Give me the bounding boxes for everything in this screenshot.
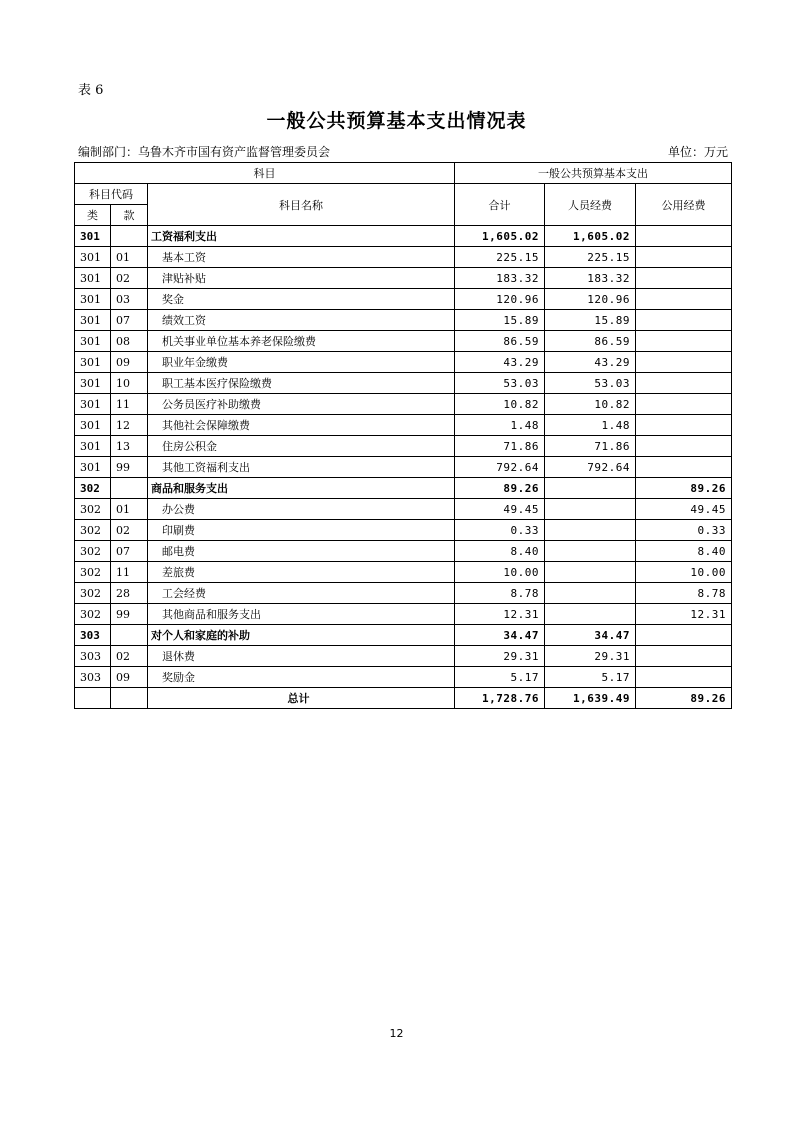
row-total: 5.17 — [455, 667, 545, 688]
table-row — [75, 394, 732, 415]
row-class-code: 301 — [75, 352, 111, 373]
row-item-code: 12 — [111, 415, 148, 436]
row-total: 34.47 — [455, 625, 545, 646]
table-row-group — [75, 226, 732, 247]
row-class-code: 302 — [75, 562, 111, 583]
row-public — [636, 436, 732, 457]
page-title: 一般公共预算基本支出情况表 — [266, 110, 527, 132]
row-total: 43.29 — [455, 352, 545, 373]
total-label: 总计 — [148, 688, 455, 709]
table-row — [75, 457, 732, 478]
row-public: 12.31 — [636, 604, 732, 625]
row-item-code: 11 — [111, 394, 148, 415]
row-personnel: 34.47 — [545, 625, 636, 646]
row-public — [636, 268, 732, 289]
row-name: 公务员医疗补助缴费 — [148, 394, 455, 415]
row-public — [636, 457, 732, 478]
row-personnel: 225.15 — [545, 247, 636, 268]
row-class-code: 302 — [75, 604, 111, 625]
row-name: 其他工资福利支出 — [148, 457, 455, 478]
row-total: 225.15 — [455, 247, 545, 268]
row-name: 职工基本医疗保险缴费 — [148, 373, 455, 394]
table-body — [75, 226, 732, 709]
row-total: 89.26 — [455, 478, 545, 499]
row-total: 10.00 — [455, 562, 545, 583]
header-class: 类 — [75, 205, 111, 226]
table-row — [75, 583, 732, 604]
row-personnel — [545, 604, 636, 625]
row-name: 邮电费 — [148, 541, 455, 562]
row-name: 对个人和家庭的补助 — [148, 625, 455, 646]
table-row — [75, 541, 732, 562]
header-budget: 一般公共预算基本支出 — [455, 163, 732, 184]
table-row — [75, 268, 732, 289]
row-name: 差旅费 — [148, 562, 455, 583]
row-item-code: 99 — [111, 604, 148, 625]
row-item-code: 09 — [111, 352, 148, 373]
grand-personnel: 1,639.49 — [545, 688, 636, 709]
page-number: 12 — [389, 1027, 404, 1040]
row-name: 津贴补贴 — [148, 268, 455, 289]
row-name: 退休费 — [148, 646, 455, 667]
header-item: 款 — [111, 205, 148, 226]
header-subject: 科目 — [75, 163, 455, 184]
row-personnel: 53.03 — [545, 373, 636, 394]
row-public — [636, 394, 732, 415]
row-personnel — [545, 478, 636, 499]
row-class-code: 301 — [75, 289, 111, 310]
row-name: 机关事业单位基本养老保险缴费 — [148, 331, 455, 352]
row-personnel — [545, 583, 636, 604]
row-class-code: 301 — [75, 310, 111, 331]
table-row — [75, 520, 732, 541]
header-name: 科目名称 — [148, 184, 455, 226]
header-public: 公用经费 — [636, 184, 732, 226]
table-row — [75, 562, 732, 583]
row-class-code: 301 — [75, 226, 111, 247]
row-total: 49.45 — [455, 499, 545, 520]
row-item-code: 02 — [111, 268, 148, 289]
row-total: 10.82 — [455, 394, 545, 415]
table-row — [75, 247, 732, 268]
row-personnel: 792.64 — [545, 457, 636, 478]
table-row — [75, 415, 732, 436]
row-total: 12.31 — [455, 604, 545, 625]
row-total: 183.32 — [455, 268, 545, 289]
row-name: 商品和服务支出 — [148, 478, 455, 499]
row-class-code: 301 — [75, 457, 111, 478]
table-row — [75, 331, 732, 352]
row-item-code: 07 — [111, 541, 148, 562]
total-empty-cell — [111, 688, 148, 709]
row-personnel — [545, 499, 636, 520]
row-personnel: 29.31 — [545, 646, 636, 667]
table-row-total — [75, 688, 732, 709]
budget-table — [74, 162, 732, 709]
row-public — [636, 310, 732, 331]
row-public — [636, 247, 732, 268]
row-public: 10.00 — [636, 562, 732, 583]
row-public — [636, 331, 732, 352]
row-total: 86.59 — [455, 331, 545, 352]
row-class-code: 301 — [75, 331, 111, 352]
row-total: 71.86 — [455, 436, 545, 457]
table-row — [75, 667, 732, 688]
row-name: 其他社会保障缴费 — [148, 415, 455, 436]
row-personnel: 1,605.02 — [545, 226, 636, 247]
header-code: 科目代码 — [75, 184, 148, 205]
row-name: 基本工资 — [148, 247, 455, 268]
row-class-code: 302 — [75, 583, 111, 604]
row-total: 792.64 — [455, 457, 545, 478]
row-class-code: 301 — [75, 373, 111, 394]
row-name: 办公费 — [148, 499, 455, 520]
department-label: 编制部门：乌鲁木齐市国有资产监督管理委员会 — [78, 145, 331, 159]
row-item-code: 10 — [111, 373, 148, 394]
row-item-code: 01 — [111, 499, 148, 520]
row-public — [636, 667, 732, 688]
row-class-code: 301 — [75, 415, 111, 436]
row-item-code: 02 — [111, 520, 148, 541]
row-personnel: 10.82 — [545, 394, 636, 415]
row-total: 1.48 — [455, 415, 545, 436]
row-item-code: 01 — [111, 247, 148, 268]
row-class-code: 302 — [75, 520, 111, 541]
row-personnel: 71.86 — [545, 436, 636, 457]
row-personnel: 183.32 — [545, 268, 636, 289]
header-personnel: 人员经费 — [545, 184, 636, 226]
row-personnel — [545, 541, 636, 562]
row-class-code: 302 — [75, 478, 111, 499]
row-total: 120.96 — [455, 289, 545, 310]
row-item-code — [111, 478, 148, 499]
row-class-code: 302 — [75, 499, 111, 520]
row-name: 住房公积金 — [148, 436, 455, 457]
row-public — [636, 415, 732, 436]
row-name: 其他商品和服务支出 — [148, 604, 455, 625]
table-row-group — [75, 478, 732, 499]
table-row — [75, 310, 732, 331]
row-item-code: 28 — [111, 583, 148, 604]
row-class-code: 301 — [75, 268, 111, 289]
row-personnel: 43.29 — [545, 352, 636, 373]
grand-total: 1,728.76 — [455, 688, 545, 709]
row-personnel: 1.48 — [545, 415, 636, 436]
table-row — [75, 604, 732, 625]
row-total: 1,605.02 — [455, 226, 545, 247]
table-row — [75, 373, 732, 394]
row-personnel: 5.17 — [545, 667, 636, 688]
row-total: 0.33 — [455, 520, 545, 541]
row-personnel — [545, 520, 636, 541]
row-item-code: 11 — [111, 562, 148, 583]
row-total: 15.89 — [455, 310, 545, 331]
row-class-code: 301 — [75, 394, 111, 415]
unit-label: 单位：万元 — [667, 145, 728, 159]
row-public — [636, 373, 732, 394]
row-name: 奖金 — [148, 289, 455, 310]
table-row-group — [75, 625, 732, 646]
row-item-code: 08 — [111, 331, 148, 352]
row-total: 8.78 — [455, 583, 545, 604]
row-name: 工资福利支出 — [148, 226, 455, 247]
table-row — [75, 436, 732, 457]
table-row — [75, 289, 732, 310]
row-personnel: 120.96 — [545, 289, 636, 310]
grand-public: 89.26 — [636, 688, 732, 709]
row-total: 8.40 — [455, 541, 545, 562]
row-class-code: 303 — [75, 625, 111, 646]
row-item-code: 99 — [111, 457, 148, 478]
table-row — [75, 646, 732, 667]
table-row — [75, 352, 732, 373]
row-public — [636, 625, 732, 646]
row-name: 奖励金 — [148, 667, 455, 688]
row-public — [636, 352, 732, 373]
row-item-code: 09 — [111, 667, 148, 688]
row-personnel: 15.89 — [545, 310, 636, 331]
row-item-code: 13 — [111, 436, 148, 457]
row-class-code: 301 — [75, 247, 111, 268]
row-name: 印刷费 — [148, 520, 455, 541]
row-total: 29.31 — [455, 646, 545, 667]
row-item-code — [111, 226, 148, 247]
row-public: 8.78 — [636, 583, 732, 604]
row-class-code: 301 — [75, 436, 111, 457]
row-public: 49.45 — [636, 499, 732, 520]
row-item-code: 03 — [111, 289, 148, 310]
total-empty-cell — [75, 688, 111, 709]
row-name: 绩效工资 — [148, 310, 455, 331]
row-public: 0.33 — [636, 520, 732, 541]
row-public — [636, 646, 732, 667]
row-class-code: 303 — [75, 667, 111, 688]
row-name: 职业年金缴费 — [148, 352, 455, 373]
header-total: 合计 — [455, 184, 545, 226]
row-item-code — [111, 625, 148, 646]
row-name: 工会经费 — [148, 583, 455, 604]
row-personnel: 86.59 — [545, 331, 636, 352]
row-item-code: 02 — [111, 646, 148, 667]
row-public — [636, 226, 732, 247]
row-total: 53.03 — [455, 373, 545, 394]
row-public: 89.26 — [636, 478, 732, 499]
table-label: 表 6 — [78, 83, 104, 98]
row-item-code: 07 — [111, 310, 148, 331]
table-row — [75, 499, 732, 520]
row-public — [636, 289, 732, 310]
row-public: 8.40 — [636, 541, 732, 562]
row-personnel — [545, 562, 636, 583]
row-class-code: 303 — [75, 646, 111, 667]
row-class-code: 302 — [75, 541, 111, 562]
